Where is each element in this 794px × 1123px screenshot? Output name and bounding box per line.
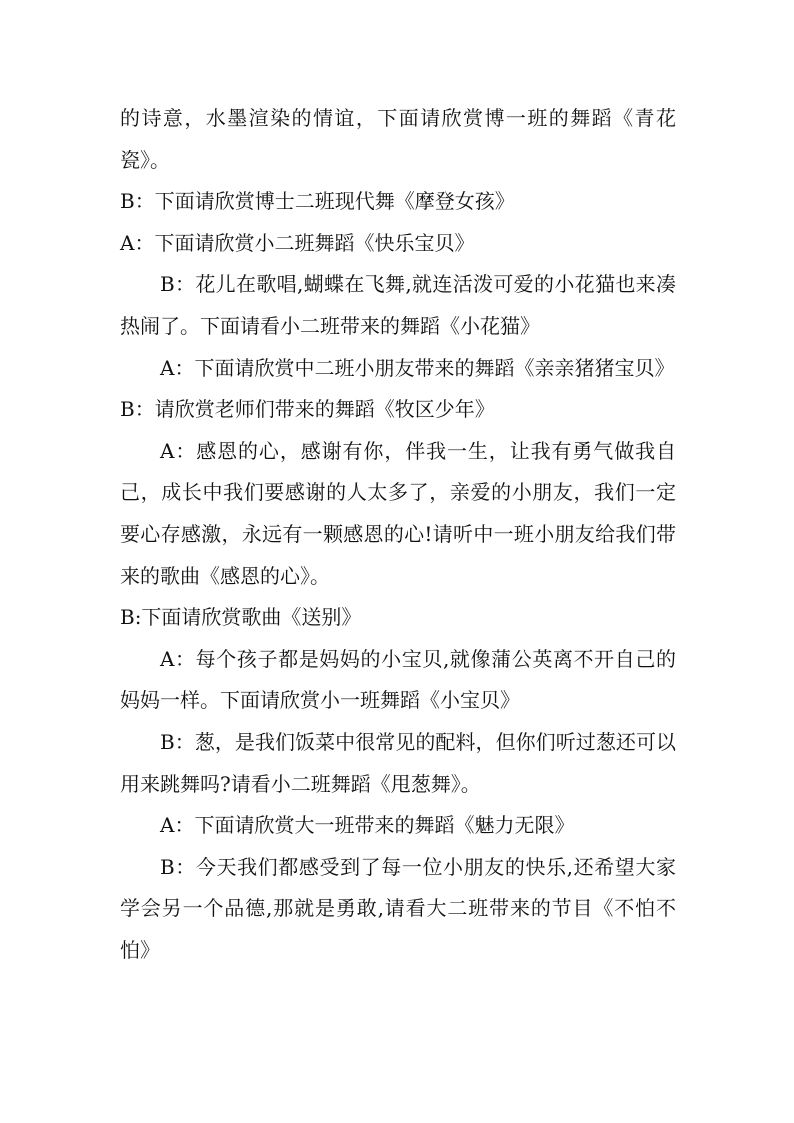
paragraph: B:下面请欣赏歌曲《送别》 [120, 605, 362, 630]
paragraph: B：请欣赏老师们带来的舞蹈《牧区少年》 [120, 397, 495, 422]
paragraph: A：下面请欣赏大一班带来的舞蹈《魅力无限》 [160, 813, 575, 838]
paragraph: A：下面请欣赏中二班小朋友带来的舞蹈《亲亲猪猪宝贝》 [160, 355, 675, 380]
paragraph: A：每个孩子都是妈妈的小宝贝,就像蒲公英离不开自己的妈妈一样。下面请欣赏小一班舞蹈《小宝贝》 [120, 646, 676, 713]
paragraph: B：下面请欣赏博士二班现代舞《摩登女孩》 [120, 189, 515, 214]
paragraph: B：葱，是我们饭菜中很常见的配料，但你们听过葱还可以用来跳舞吗?请看小二班舞蹈《甩葱舞》。 [120, 729, 676, 796]
paragraph: A：感恩的心，感谢有你，伴我一生，让我有勇气做我自己，成长中我们要感谢的人太多了，亲爱的小朋友，我们一定要心存感激，永远有一颗感恩的心!请听中一班小朋友给我们带来的歌曲《感恩的心》。 [120, 438, 676, 588]
paragraph: B：今天我们都感受到了每一位小朋友的快乐,还希望大家学会另一个品德,那就是勇敢,请看大二班带来的节目《不怕不怕》 [120, 854, 676, 962]
paragraph: B：花儿在歌唱,蝴蝶在飞舞,就连活泼可爱的小花猫也来凑热闹了。下面请看小二班带来的舞蹈《小花猫》 [120, 272, 676, 338]
document-body [120, 98, 676, 971]
paragraph: 的诗意，水墨渲染的情谊，下面请欣赏博一班的舞蹈《青花瓷》。 [120, 106, 676, 172]
paragraph: A：下面请欣赏小二班舞蹈《快乐宝贝》 [120, 230, 475, 255]
